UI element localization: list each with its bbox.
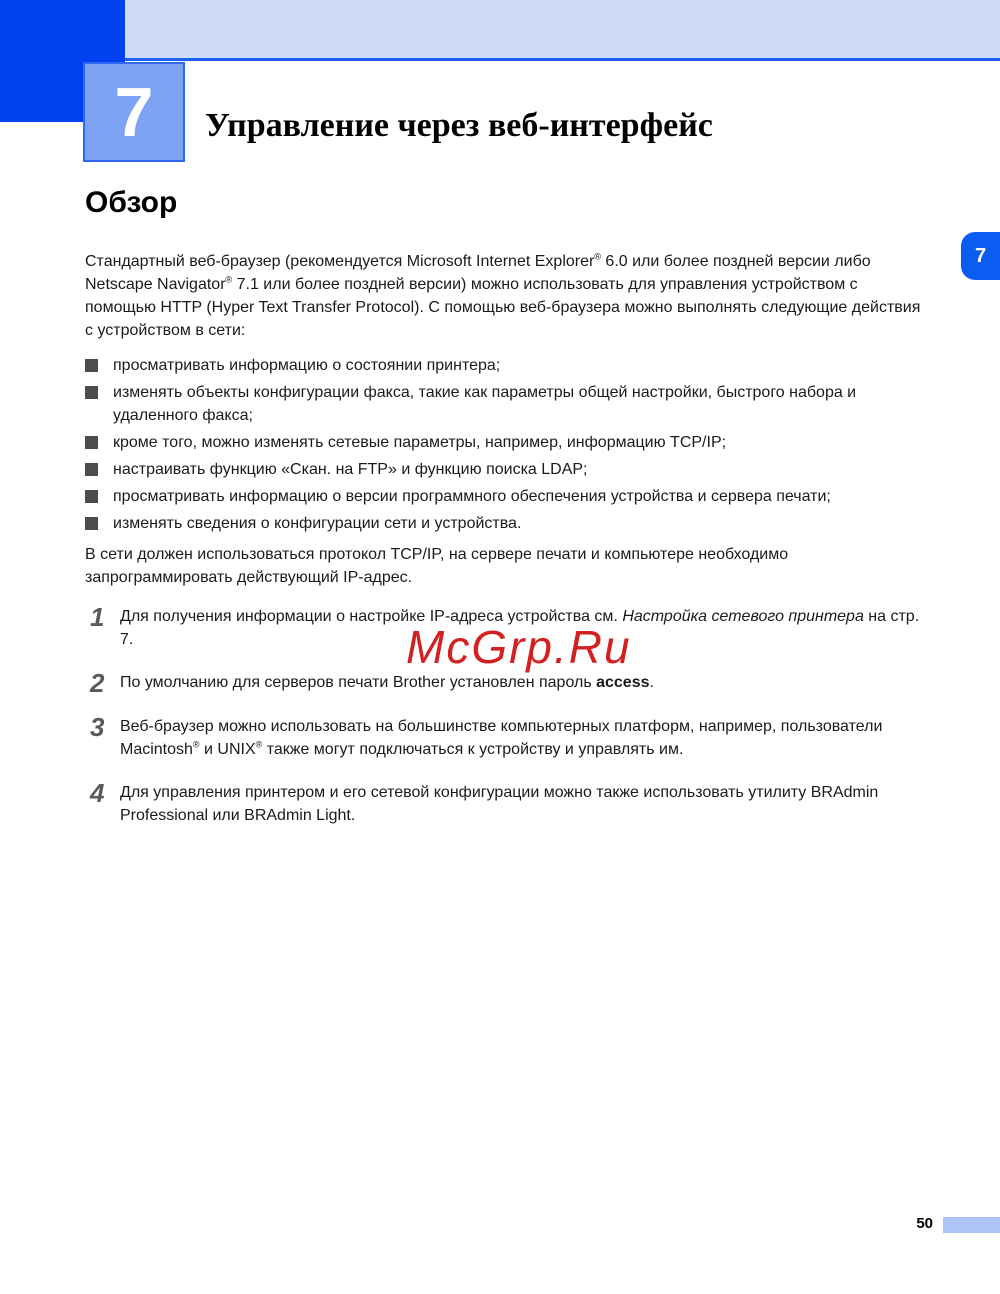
step-text-segment: и UNIX xyxy=(199,741,256,758)
password-value: access xyxy=(596,674,650,691)
section-heading: Обзор xyxy=(85,186,178,219)
step-1 xyxy=(85,602,931,651)
page-number: 50 xyxy=(916,1215,933,1232)
step-text xyxy=(120,781,931,827)
step-number: 3 xyxy=(90,712,105,742)
step-text-segment: на стр. 7. xyxy=(120,608,920,648)
step-text xyxy=(120,671,931,695)
step-text-segment: Для получения информации о настройке IP-адреса устройства см. xyxy=(120,608,623,625)
list-item-text: настраивать функцию «Скан. на FTP» и функцию поиска LDAP; xyxy=(113,461,588,478)
cross-reference: Настройка сетевого принтера xyxy=(622,608,864,625)
square-bullet-icon xyxy=(85,436,98,449)
list-item xyxy=(85,431,931,454)
list-item xyxy=(85,381,931,427)
step-number: 1 xyxy=(90,602,105,632)
watermark: McGrp.Ru xyxy=(406,621,632,673)
list-item-text: просматривать информацию о состоянии принтера; xyxy=(113,357,501,374)
registered-mark-icon: ® xyxy=(225,274,233,285)
list-item xyxy=(85,512,931,535)
step-text xyxy=(120,715,931,761)
registered-mark-icon: ® xyxy=(255,739,263,750)
intro-text-1: Стандартный веб-браузер (рекомендуется Microsoft Internet Explorer xyxy=(85,253,595,270)
chapter-number-box xyxy=(83,62,185,162)
intro-text-2: 6.0 или более поздней версии либо Netscape Navigator xyxy=(85,253,871,293)
step-text xyxy=(120,605,931,651)
chapter-side-tab xyxy=(961,232,1000,280)
list-item xyxy=(85,458,931,481)
list-item xyxy=(85,354,931,377)
chapter-title: Управление через веб-интерфейс xyxy=(205,106,713,144)
step-3 xyxy=(85,712,931,761)
list-item-text: кроме того, можно изменять сетевые параметры, например, информацию TCP/IP; xyxy=(113,434,727,451)
page-content xyxy=(85,186,931,847)
square-bullet-icon xyxy=(85,463,98,476)
header-band xyxy=(120,0,1000,61)
numbered-steps xyxy=(85,602,931,827)
intro-text-3: 7.1 или более поздней версии) можно использовать для управления устройством с помощью HTTP (Hyper Text Transfer Protocol). С помощью веб-браузера можно выполнять следующие действия с устройством в сети: xyxy=(85,276,921,339)
step-text-segment: По умолчанию для серверов печати Brother установлен пароль xyxy=(120,674,597,691)
step-text-segment: . xyxy=(649,674,654,691)
square-bullet-icon xyxy=(85,517,98,530)
intro-paragraph xyxy=(85,250,931,342)
step-text-segment: Веб-браузер можно использовать на большинстве компьютерных платформ, например, пользователи Macintosh xyxy=(120,718,883,758)
feature-list xyxy=(85,354,931,535)
list-item-text: изменять объекты конфигурации факса, такие как параметры общей настройки, быстрого набора и удаленного факса; xyxy=(113,384,857,424)
list-item-text: просматривать информацию о версии программного обеспечения устройства и сервера печати; xyxy=(113,488,831,505)
list-item xyxy=(85,485,931,508)
registered-mark-icon: ® xyxy=(192,739,200,750)
step-number: 2 xyxy=(90,668,105,698)
square-bullet-icon xyxy=(85,386,98,399)
step-text-segment: также могут подключаться к устройству и управлять им. xyxy=(262,741,684,758)
square-bullet-icon xyxy=(85,359,98,372)
step-number: 4 xyxy=(90,778,105,808)
square-bullet-icon xyxy=(85,490,98,503)
chapter-number: 7 xyxy=(114,73,154,151)
side-tab-number: 7 xyxy=(974,244,987,267)
step-4 xyxy=(85,778,931,827)
network-note: В сети должен использоваться протокол TCP/IP, на сервере печати и компьютере необходимо запрограммировать действующий IP-адрес. xyxy=(85,546,789,586)
list-item-text: изменять сведения о конфигурации сети и устройства. xyxy=(113,515,522,532)
registered-mark-icon: ® xyxy=(594,251,601,262)
footer-accent-bar xyxy=(943,1217,1000,1233)
step-text-segment: Для управления принтером и его сетевой конфигурации можно также использовать утилиту BRAdmin Professional или BRAdmin Light. xyxy=(120,784,879,824)
step-2 xyxy=(85,668,931,698)
